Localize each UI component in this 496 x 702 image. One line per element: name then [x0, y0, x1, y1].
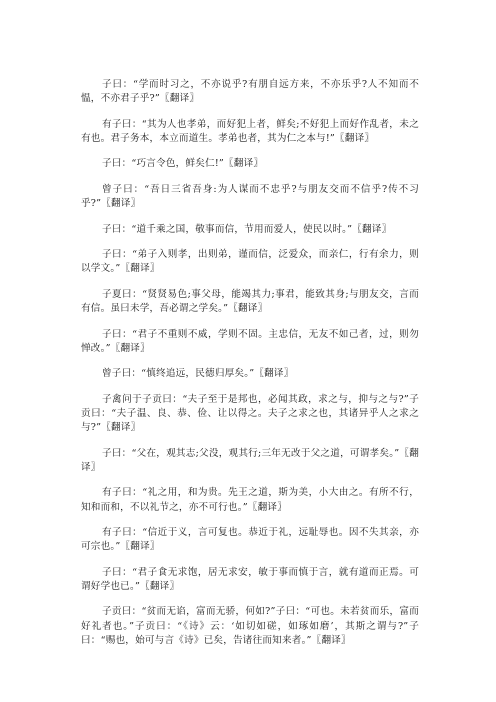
translation-link[interactable]: 〖翻译〗 — [228, 303, 268, 315]
paragraph-11 — [81, 447, 419, 475]
paragraph-2 — [81, 118, 419, 146]
paragraph-10 — [81, 393, 419, 436]
translation-link[interactable]: 〖翻译〗 — [101, 198, 141, 210]
translation-link[interactable]: 〖翻译〗 — [254, 368, 294, 380]
paragraph-13 — [81, 526, 419, 554]
paragraph-text: 子曰：“君子不重则不威，学则不固。主忠信，无友不如己者，过，则勿惮改。” — [81, 328, 419, 354]
paragraph-9 — [81, 367, 419, 381]
translation-link[interactable]: 〖翻译〗 — [140, 580, 180, 592]
translation-link[interactable]: 〖翻译〗 — [352, 223, 392, 235]
paragraph-text: 子禽问于子贡曰：“夫子至于是邦也，必闻其政，求之与，抑与之与?”子贡曰：“夫子温、良、恭、俭、让以得之。夫子之求之也，其诸异乎人之求之与?” — [81, 393, 419, 434]
paragraph-8 — [81, 328, 419, 356]
translation-link[interactable]: 〖翻译〗 — [160, 93, 200, 105]
paragraph-text: 子曰：“父在，观其志;父没，观其行;三年无改于父之道，可谓孝矣。” — [102, 447, 400, 459]
paragraph-text: 子贡曰：“贫而无谄，富而无骄，何如?”子曰：“可也。未若贫而乐，富而好礼者也。”子贡曰：“《诗》云：‘如切如磋，如琢如磨’，其斯之谓与?”子曰：“赐也，始可与言《诗》已矣，告诸往而知来者。” — [81, 606, 419, 646]
paragraph-14 — [81, 566, 419, 594]
paragraph-text: 子曰：“君子食无求饱，居无求安，敏于事而慎于言，就有道而正焉。可谓好学也已。” — [81, 566, 419, 592]
paragraph-text: 子夏曰：“贤贤易色;事父母，能竭其力;事君，能致其身;与朋友交，言而有信。虽曰未学，吾必谓之学矣。” — [81, 288, 419, 315]
paragraph-1 — [81, 78, 419, 106]
paragraph-3 — [81, 157, 419, 171]
translation-link[interactable]: 〖翻译〗 — [247, 501, 287, 513]
document-body — [81, 78, 419, 659]
paragraph-text: 有子曰：“礼之用，和为贵。先王之道，斯为美，小大由之。有所不行，知和而和，不以礼节之，亦不可行也。” — [81, 487, 419, 513]
translation-link[interactable]: 〖翻译〗 — [110, 342, 150, 354]
paragraph-5 — [81, 223, 419, 237]
paragraph-text: 有子曰：“其为人也孝弟，而好犯上者，鲜矣;不好犯上而好作乱者，未之有也。君子务本，本立而道生。孝弟也者，其为仁之本与!” — [81, 118, 419, 144]
translation-link[interactable]: 〖翻译〗 — [120, 541, 160, 553]
paragraph-6 — [81, 248, 419, 276]
paragraph-15 — [81, 605, 419, 648]
paragraph-text: 子曰：“弟子入则孝，出则弟，谨而信，泛爱众，而亲仁，行有余力，则以学文。” — [81, 249, 419, 275]
translation-link[interactable]: 〖翻译〗 — [101, 422, 141, 434]
paragraph-7 — [81, 288, 419, 316]
paragraph-text: 曾子曰：“吾日三省吾身:为人谋而不忠乎?与朋友交而不信乎?传不习乎?” — [81, 183, 419, 210]
paragraph-text: 子曰：“道千乘之国，敬事而信，节用而爱人，使民以时。” — [102, 223, 353, 235]
paragraph-text: 子曰：“学而时习之，不亦说乎?有朋自远方来，不亦乐乎?人不知而不愠，不亦君子乎?” — [81, 79, 419, 105]
paragraph-text: 有子曰：“信近于义，言可复也。恭近于礼，远耻辱也。因不失其亲，亦可宗也。” — [81, 527, 419, 553]
paragraph-text: 子曰：“巧言令色，鲜矣仁!” — [102, 158, 224, 170]
paragraph-4 — [81, 183, 419, 211]
translation-link[interactable]: 〖翻译〗 — [311, 634, 351, 646]
paragraph-text: 曾子曰：“慎终追远，民德归厚矣。” — [102, 368, 255, 380]
translation-link[interactable]: 〖翻译〗 — [120, 263, 160, 275]
translation-link[interactable]: 〖翻译〗 — [81, 447, 419, 473]
translation-link[interactable]: 〖翻译〗 — [335, 132, 375, 144]
translation-link[interactable]: 〖翻译〗 — [224, 158, 264, 170]
paragraph-12 — [81, 486, 419, 514]
